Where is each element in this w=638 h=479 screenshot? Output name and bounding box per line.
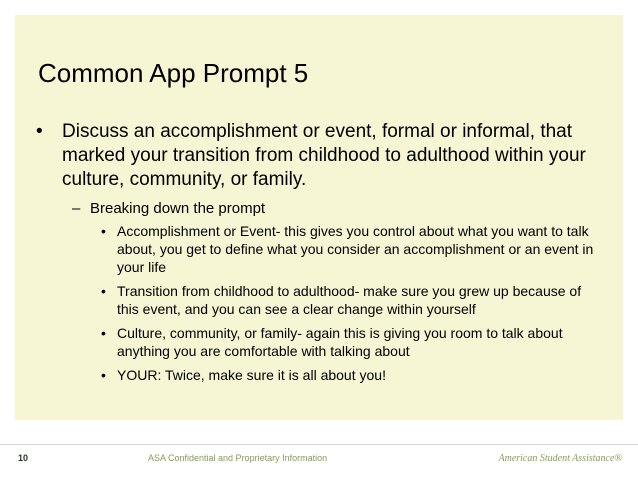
confidential-notice: ASA Confidential and Proprietary Information [148,453,328,463]
dash-marker: – [72,200,81,217]
page-number: 10 [18,453,29,463]
sub-heading [72,199,265,219]
slide-title: Common App Prompt 5 [38,58,309,88]
footer-divider [0,444,638,445]
list-item-text: Culture, community, or family- again this is giving you room to talk about anything you are comfortable with talking about [117,325,563,359]
bullet-marker: • [101,325,106,341]
main-bullet-text: Discuss an accomplishment or event, formal or informal, that marked your transition from childhood to adulthood within your culture, community, or family. [62,121,586,190]
sub-heading-text: Breaking down the prompt [90,200,266,217]
list-item [98,366,598,384]
bullet-marker: • [101,223,106,239]
list-item [98,222,598,276]
bullet-marker: • [101,283,106,299]
bullet-marker: • [101,367,106,383]
list-item-text: Accomplishment or Event- this gives you control about what you want to talk about, you get to define what you consider an accomplishment or an event in your life [117,223,594,275]
list-item [98,282,598,318]
sub-bullet-list [98,222,598,390]
list-item-text: Transition from childhood to adulthood- make sure you grew up because of this event, and you can see a clear change within yourself [117,283,582,317]
brand-logo-text: American Student Assistance® [498,453,622,464]
bullet-marker: • [36,121,43,142]
main-bullet [36,120,596,192]
list-item [98,324,598,360]
list-item-text: YOUR: Twice, make sure it is all about you! [117,367,386,383]
